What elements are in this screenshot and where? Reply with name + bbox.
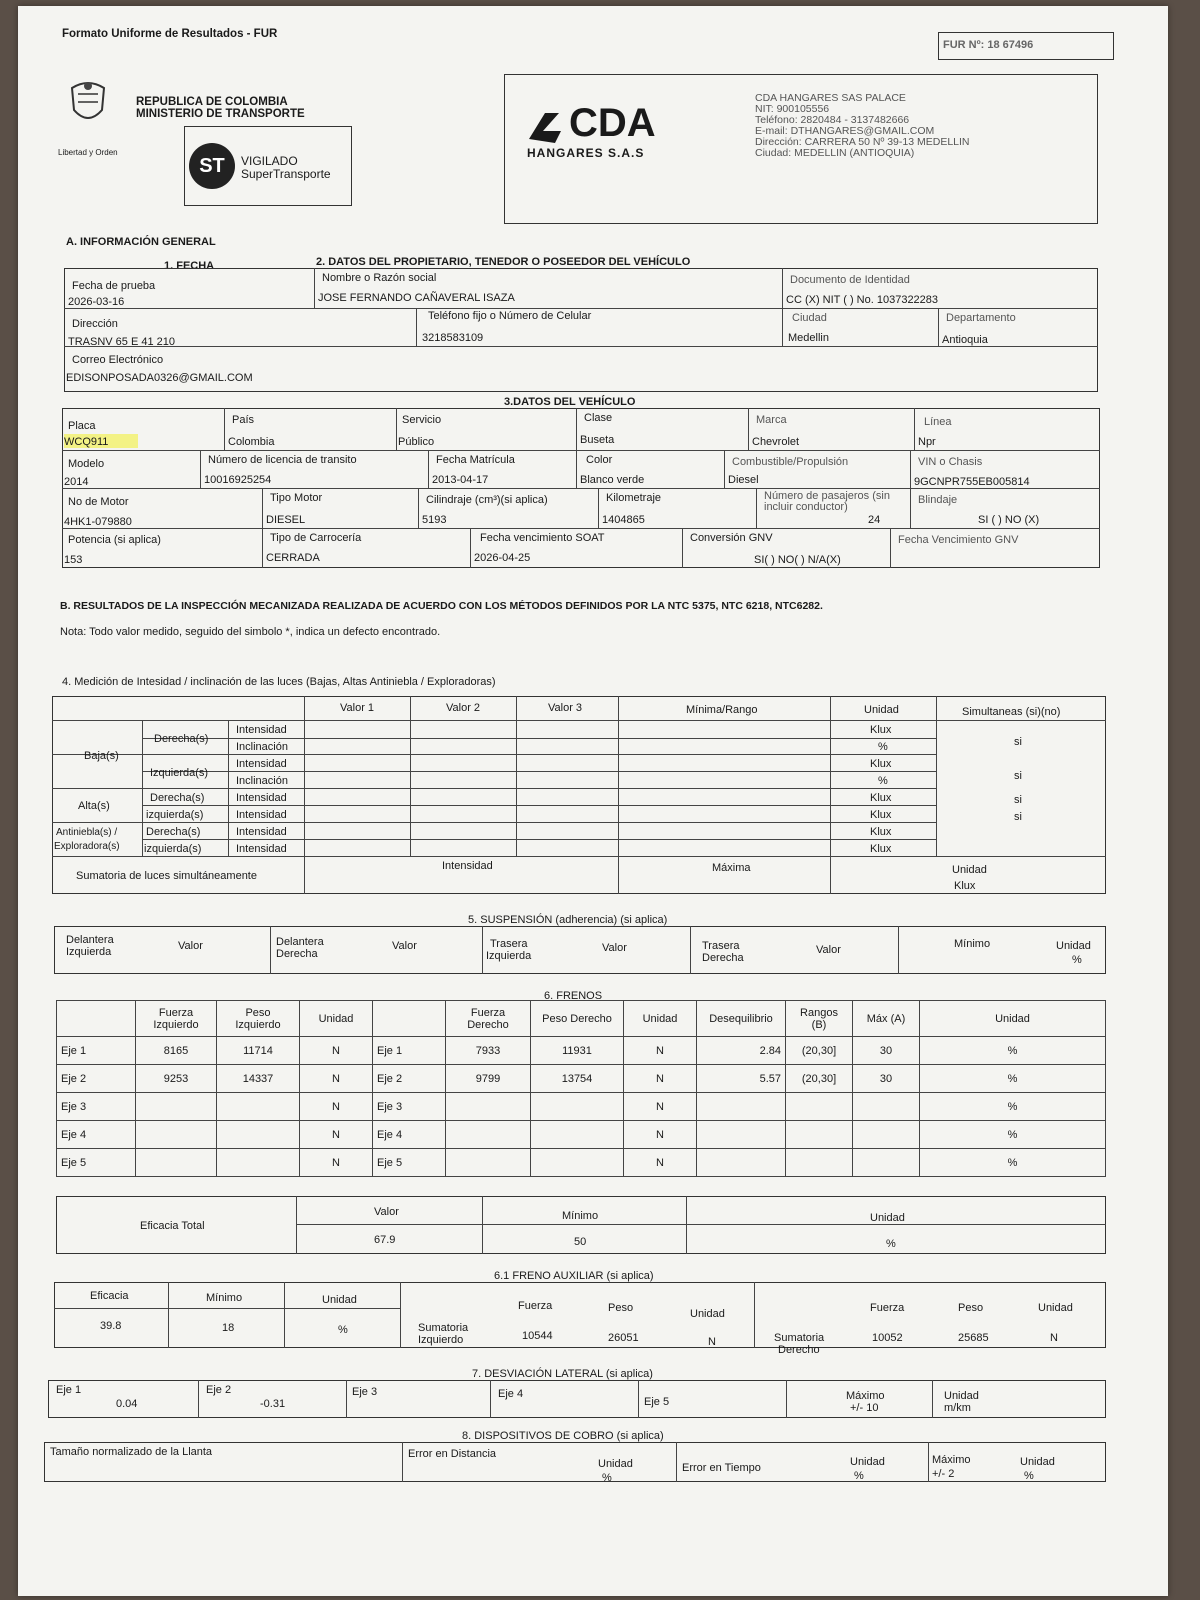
potencia-label: Potencia (si aplica) <box>68 534 161 546</box>
section-b-note: Nota: Todo valor medido, seguido del simbolo *, indica un defecto encontrado. <box>60 626 441 638</box>
servicio-label: Servicio <box>402 414 442 426</box>
frenos-unidad-der: N <box>624 1037 697 1065</box>
susp-tras-der-2: Derecha <box>702 952 744 964</box>
desv-unidad-label: Unidad <box>944 1390 979 1402</box>
frenos-max <box>853 1149 920 1177</box>
lights-h-valor1: Valor 1 <box>340 702 375 714</box>
h-fuerza-izq-1: Fuerza <box>158 1006 194 1019</box>
aux-minimo-label: Mínimo <box>206 1292 243 1304</box>
frenos-unidad-pct: % <box>920 1065 1106 1093</box>
linea: Npr <box>918 436 936 448</box>
lights-r6-type: Intensidad <box>236 809 287 821</box>
desv-eje4-label: Eje 4 <box>498 1388 524 1400</box>
potencia: 153 <box>64 554 83 566</box>
frenos-rango <box>786 1149 853 1177</box>
lights-r7-type: Intensidad <box>236 826 287 838</box>
color-label: Color <box>586 454 613 466</box>
lights-h-valor2: Valor 2 <box>446 702 481 714</box>
pasajeros: 24 <box>868 514 881 526</box>
departamento: Antioquia <box>942 334 988 346</box>
frenos-unidad-pct: % <box>920 1149 1106 1177</box>
frenos-unidad-pct: % <box>920 1093 1106 1121</box>
direccion: TRASNV 65 E 41 210 <box>68 336 176 348</box>
supertransporte-label: SuperTransporte <box>241 167 331 181</box>
desv-eje1-value: 0.04 <box>116 1398 138 1410</box>
modelo-label: Modelo <box>68 458 105 470</box>
frenos-peso-der: 11931 <box>531 1037 624 1065</box>
frenos-unidad-izq: N <box>300 1093 373 1121</box>
cobro-error-tiempo: Error en Tiempo <box>682 1462 761 1474</box>
linea-label: Línea <box>924 416 952 428</box>
fur-number: FUR Nº: 18 67496 <box>943 39 1034 51</box>
lights-r2-unit: % <box>878 741 888 753</box>
susp-tras-der-1: Trasera <box>702 940 740 952</box>
h-peso-izq-2: Izquierdo <box>235 1018 281 1031</box>
cobro-pct-1: % <box>602 1472 612 1484</box>
frenos-peso-der: 13754 <box>531 1065 624 1093</box>
matricula: 2013-04-17 <box>432 474 489 486</box>
supertransporte-logo: ST <box>189 143 235 189</box>
ministry-line1: REPUBLICA DE COLOMBIA <box>136 96 288 108</box>
susp-del-der-2: Derecha <box>276 948 318 960</box>
company-box <box>504 74 1098 224</box>
h-unidad-3: Unidad <box>920 1001 1106 1037</box>
susp-minimo: Mínimo <box>954 938 991 950</box>
document-sheet <box>18 6 1168 1596</box>
frenos-peso-izq: 14337 <box>217 1065 300 1093</box>
lights-antiniebla-1: Antiniebla(s) / <box>56 827 118 838</box>
eficacia-unidad-label: Unidad <box>870 1212 905 1224</box>
company-name: CDA HANGARES SAS PALACE <box>755 92 906 104</box>
frenos-peso-der <box>531 1121 624 1149</box>
telefono: 3218583109 <box>422 332 484 344</box>
carroceria-label: Tipo de Carrocería <box>270 532 362 544</box>
lights-sim-baja-izq: si <box>1014 770 1022 782</box>
h-fuerza-der-1: Fuerza <box>470 1006 506 1019</box>
susp-valor-4: Valor <box>816 944 841 956</box>
motor: 4HK1-079880 <box>64 516 132 528</box>
lights-ant-derecha: Derecha(s) <box>146 826 201 838</box>
susp-valor-1: Valor <box>178 940 203 952</box>
frenos-eje: Eje 5 <box>57 1149 136 1177</box>
documento-label: Documento de Identidad <box>790 274 910 286</box>
frenos-fuerza-der <box>446 1121 531 1149</box>
company-city: Ciudad: MEDELLIN (ANTIOQUIA) <box>755 147 915 159</box>
lights-r3-type: Intensidad <box>236 758 287 770</box>
nombre: JOSE FERNANDO CAÑAVERAL ISAZA <box>318 292 515 304</box>
aux-eficacia-label: Eficacia <box>90 1290 129 1302</box>
lights-antiniebla-2: Exploradora(s) <box>54 841 120 852</box>
lights-r1-type: Intensidad <box>236 724 287 736</box>
lights-baja: Baja(s) <box>84 750 119 762</box>
susp-del-izq-2: Izquierda <box>66 946 112 958</box>
frenos-eje-der: Eje 3 <box>373 1093 446 1121</box>
lights-r5-unit: Klux <box>870 792 892 804</box>
vin: 9GCNPR755EB005814 <box>914 476 1030 488</box>
suspension-table <box>54 926 1106 974</box>
coat-of-arms-icon <box>64 80 112 130</box>
aux-unidad: % <box>338 1324 348 1336</box>
form-title: Formato Uniforme de Resultados - FUR <box>62 28 278 40</box>
nombre-label: Nombre o Razón social <box>322 272 437 284</box>
lights-sumatoria: Sumatoria de luces simultáneamente <box>76 870 257 882</box>
aux-minimo: 18 <box>222 1322 235 1334</box>
frenos-fuerza-der <box>446 1149 531 1177</box>
frenos-fuerza-izq <box>136 1149 217 1177</box>
h-rangos-1: Rangos <box>800 1006 838 1019</box>
aux-unidad-label-der: Unidad <box>1038 1302 1073 1314</box>
section-a-title: A. INFORMACIÓN GENERAL <box>66 236 216 248</box>
gnv-label: Conversión GNV <box>690 532 773 544</box>
cda-sub: HANGARES S.A.S <box>527 146 645 160</box>
lights-alta: Alta(s) <box>78 800 110 812</box>
aux-eficacia: 39.8 <box>100 1320 122 1332</box>
frenos-max: 30 <box>853 1037 920 1065</box>
fecha-title: 1. FECHA <box>164 260 215 272</box>
suspension-title: 5. SUSPENSIÓN (adherencia) (si aplica) <box>468 914 668 926</box>
susp-pct: % <box>1072 954 1082 966</box>
lights-title: 4. Medición de Intesidad / inclinación de las luces (Bajas, Altas Antiniebla / Exploradoras) <box>62 676 496 688</box>
desv-eje2-label: Eje 2 <box>206 1384 232 1396</box>
lights-r1-unit: Klux <box>870 724 892 736</box>
cobro-unidad-3: Unidad <box>1020 1456 1055 1468</box>
frenos-rango <box>786 1093 853 1121</box>
frenos-peso-der <box>531 1149 624 1177</box>
vigilado-box <box>184 126 352 206</box>
frenos-unidad-der: N <box>624 1065 697 1093</box>
combustible: Diesel <box>728 474 759 486</box>
pasajeros-label-2: incluir conductor) <box>764 501 848 513</box>
frenos-row <box>57 1037 1106 1065</box>
gnv: SI( ) NO( ) N/A(X) <box>754 554 841 566</box>
departamento-label: Departamento <box>946 312 1016 324</box>
cobro-pct-2: % <box>854 1470 864 1482</box>
aux-peso-izq: 26051 <box>608 1332 639 1344</box>
frenos-fuerza-der <box>446 1093 531 1121</box>
h-unidad-1: Unidad <box>300 1001 373 1037</box>
frenos-fuerza-der: 9799 <box>446 1065 531 1093</box>
frenos-rango <box>786 1121 853 1149</box>
aux-fuerza-label: Fuerza <box>518 1300 553 1312</box>
company-phone: Teléfono: 2820484 - 3137482666 <box>755 114 910 126</box>
frenos-max <box>853 1093 920 1121</box>
desv-eje3-label: Eje 3 <box>352 1386 378 1398</box>
direccion-label: Dirección <box>72 318 118 330</box>
gnv-venc-label: Fecha Vencimiento GNV <box>898 534 1019 546</box>
h-peso-der: Peso Derecho <box>531 1001 624 1037</box>
frenos-fuerza-der: 7933 <box>446 1037 531 1065</box>
section-b-title: B. RESULTADOS DE LA INSPECCIÓN MECANIZADA REALIZADA DE ACUERDO CON LOS MÉTODOS DEFINIDOS POR LA NTC 5375, NTC 6218, NTC6282. <box>60 600 823 612</box>
eficacia-minimo-label: Mínimo <box>562 1210 599 1222</box>
cilindraje: 5193 <box>422 514 447 526</box>
motor-label: No de Motor <box>68 496 129 508</box>
desv-maximo-label: Máximo <box>846 1390 885 1402</box>
aux-sum-izq-1: Sumatoria <box>418 1322 469 1334</box>
frenos-desequilibrio: 2.84 <box>697 1037 786 1065</box>
frenos-max <box>853 1121 920 1149</box>
lights-r4-type: Inclinación <box>236 775 288 787</box>
ciudad: Medellin <box>788 332 829 344</box>
frenos-unidad-pct: % <box>920 1037 1106 1065</box>
frenos-unidad-izq: N <box>300 1121 373 1149</box>
fecha-prueba: 2026-03-16 <box>68 296 125 308</box>
soat-label: Fecha vencimiento SOAT <box>480 532 605 544</box>
susp-tras-izq-1: Trasera <box>490 938 528 950</box>
eficacia-total-label: Eficacia Total <box>140 1220 205 1232</box>
combustible-label: Combustible/Propulsión <box>732 456 849 468</box>
h-fuerza-der-2: Derecho <box>467 1018 509 1031</box>
frenos-row <box>57 1093 1106 1121</box>
vehicle-title: 3.DATOS DEL VEHÍCULO <box>504 396 636 408</box>
desv-unidad-value: m/km <box>944 1402 971 1414</box>
aux-n-izq: N <box>708 1336 716 1348</box>
tipo-motor: DIESEL <box>266 514 306 526</box>
tipo-motor-label: Tipo Motor <box>270 492 323 504</box>
susp-valor-2: Valor <box>392 940 417 952</box>
modelo: 2014 <box>64 476 89 488</box>
cda-logo-icon <box>525 109 565 147</box>
lights-baja-izquierda: Izquierda(s) <box>150 767 209 779</box>
telefono-label: Teléfono fijo o Número de Celular <box>428 310 592 322</box>
frenos-max: 30 <box>853 1065 920 1093</box>
marca: Chevrolet <box>752 436 800 448</box>
marca-label: Marca <box>756 414 787 426</box>
desv-eje1-label: Eje 1 <box>56 1384 82 1396</box>
susp-valor-3: Valor <box>602 942 627 954</box>
h-rangos-2: (B) <box>811 1018 827 1031</box>
eficacia-unidad: % <box>886 1238 896 1250</box>
placa: WCQ911 <box>64 436 109 448</box>
lights-alta-derecha: Derecha(s) <box>150 792 205 804</box>
lights-h-minima: Mínima/Rango <box>686 704 758 716</box>
h-desequilibrio: Desequilibrio <box>697 1001 786 1037</box>
lights-r6-unit: Klux <box>870 809 892 821</box>
clase: Buseta <box>580 434 615 446</box>
frenos-fuerza-izq: 9253 <box>136 1065 217 1093</box>
lights-sim-baja-der: si <box>1014 736 1022 748</box>
aux-peso-label: Peso <box>608 1302 634 1314</box>
lights-r4-unit: % <box>878 775 888 787</box>
h-fuerza-izq-2: Izquierdo <box>153 1018 199 1031</box>
frenos-desequilibrio: 5.57 <box>697 1065 786 1093</box>
frenos-eje-der: Eje 4 <box>373 1121 446 1149</box>
lights-r8-type: Intensidad <box>236 843 287 855</box>
frenos-eje: Eje 4 <box>57 1121 136 1149</box>
h-peso-izq-1: Peso <box>245 1006 271 1019</box>
lights-alta-izquierda: izquierda(s) <box>146 809 204 821</box>
cobro-unidad-1: Unidad <box>598 1458 633 1470</box>
lights-sum-klux: Klux <box>954 880 976 892</box>
licencia-label: Número de licencia de transito <box>208 454 357 466</box>
cobro-pct-3: % <box>1024 1470 1034 1482</box>
pais-label: País <box>232 414 255 426</box>
aux-sum-der-1: Sumatoria <box>774 1332 825 1344</box>
pasajeros-label-1: Número de pasajeros (sin <box>764 490 890 502</box>
desv-eje5-label: Eje 5 <box>644 1396 670 1408</box>
frenos-peso-izq <box>217 1093 300 1121</box>
susp-tras-izq-2: Izquierda <box>486 950 532 962</box>
cobro-title: 8. DISPOSITIVOS DE COBRO (si aplica) <box>462 1430 664 1442</box>
km: 1404865 <box>602 514 645 526</box>
lights-h-valor3: Valor 3 <box>548 702 583 714</box>
frenos-table <box>56 1000 1106 1177</box>
aux-peso-der: 25685 <box>958 1332 989 1344</box>
correo: EDISONPOSADA0326@GMAIL.COM <box>66 372 253 384</box>
cobro-unidad-2: Unidad <box>850 1456 885 1468</box>
frenos-eje: Eje 3 <box>57 1093 136 1121</box>
aux-unidad-label-2: Unidad <box>690 1308 725 1320</box>
ministry-line2: MINISTERIO DE TRANSPORTE <box>136 108 305 120</box>
cobro-llanta-label: Tamaño normalizado de la Llanta <box>50 1446 213 1458</box>
frenos-peso-izq <box>217 1149 300 1177</box>
aux-n-der: N <box>1050 1332 1058 1344</box>
auxiliar-title: 6.1 FRENO AUXILIAR (si aplica) <box>494 1270 654 1282</box>
frenos-unidad-izq: N <box>300 1037 373 1065</box>
aux-fuerza-der: 10052 <box>872 1332 903 1344</box>
lights-table <box>52 696 1106 894</box>
lights-sim-alta-izq: si <box>1014 811 1022 823</box>
frenos-unidad-der: N <box>624 1121 697 1149</box>
frenos-peso-izq <box>217 1121 300 1149</box>
eficacia-minimo: 50 <box>574 1236 587 1248</box>
frenos-row <box>57 1121 1106 1149</box>
cobro-maximo-value: +/- 2 <box>932 1468 955 1480</box>
lights-ant-izquierda: izquierda(s) <box>144 843 202 855</box>
eficacia-valor: 67.9 <box>374 1234 396 1246</box>
frenos-peso-der <box>531 1093 624 1121</box>
frenos-eje-der: Eje 5 <box>373 1149 446 1177</box>
lights-h-unidad: Unidad <box>864 704 899 716</box>
lights-r5-type: Intensidad <box>236 792 287 804</box>
frenos-unidad-pct: % <box>920 1121 1106 1149</box>
company-email: E-mail: DTHANGARES@GMAIL.COM <box>755 125 935 137</box>
h-max: Máx (A) <box>853 1001 920 1037</box>
frenos-unidad-izq: N <box>300 1149 373 1177</box>
susp-unidad: Unidad <box>1056 940 1091 952</box>
lights-r3-unit: Klux <box>870 758 892 770</box>
owner-title: 2. DATOS DEL PROPIETARIO, TENEDOR O POSEEDOR DEL VEHÍCULO <box>316 256 691 268</box>
km-label: Kilometraje <box>606 492 662 504</box>
aux-fuerza-label-der: Fuerza <box>870 1302 905 1314</box>
h-unidad-2: Unidad <box>624 1001 697 1037</box>
lights-sum-maxima: Máxima <box>712 862 751 874</box>
servicio: Público <box>398 436 435 448</box>
cda-logo: CDA <box>569 101 656 145</box>
fecha-prueba-label: Fecha de prueba <box>72 280 156 292</box>
cilindraje-label: Cilindraje (cm³)(si aplica) <box>426 494 548 506</box>
frenos-eje-der: Eje 1 <box>373 1037 446 1065</box>
frenos-fuerza-izq <box>136 1093 217 1121</box>
blindaje: SI ( ) NO (X) <box>978 514 1040 526</box>
frenos-desequilibrio <box>697 1149 786 1177</box>
susp-del-izq-1: Delantera <box>66 934 114 946</box>
lights-r2-type: Inclinación <box>236 741 288 753</box>
lights-h-simultaneas: Simultaneas (si)(no) <box>962 706 1061 718</box>
vin-label: VIN o Chasis <box>918 456 983 468</box>
placa-label: Placa <box>68 420 96 432</box>
aux-fuerza-izq: 10544 <box>522 1330 553 1342</box>
eficacia-valor-label: Valor <box>374 1206 399 1218</box>
frenos-eje: Eje 1 <box>57 1037 136 1065</box>
fur-number-box <box>938 32 1114 60</box>
frenos-title: 6. FRENOS <box>544 990 603 1002</box>
lights-r7-unit: Klux <box>870 826 892 838</box>
documento: CC (X) NIT ( ) No. 1037322283 <box>786 294 939 306</box>
lights-r8-unit: Klux <box>870 843 892 855</box>
frenos-rango: (20,30] <box>786 1037 853 1065</box>
lights-sum-unidad: Unidad <box>952 864 987 876</box>
company-nit: NIT: 900105556 <box>755 103 830 115</box>
vigilado-label: VIGILADO <box>241 154 298 168</box>
frenos-unidad-der: N <box>624 1093 697 1121</box>
frenos-eje-der: Eje 2 <box>373 1065 446 1093</box>
cobro-maximo-label: Máximo <box>932 1454 971 1466</box>
frenos-unidad-izq: N <box>300 1065 373 1093</box>
motto: Libertad y Orden <box>58 148 118 157</box>
carroceria: CERRADA <box>266 552 320 564</box>
pais: Colombia <box>228 436 275 448</box>
desviacion-title: 7. DESVIACIÓN LATERAL (si aplica) <box>472 1368 653 1380</box>
licencia: 10016925254 <box>204 474 272 486</box>
frenos-fuerza-izq: 8165 <box>136 1037 217 1065</box>
desv-maximo-value: +/- 10 <box>850 1402 879 1414</box>
blindaje-label: Blindaje <box>918 494 958 506</box>
frenos-desequilibrio <box>697 1093 786 1121</box>
color: Blanco verde <box>580 474 645 486</box>
aux-sum-izq-2: Izquierdo <box>418 1334 464 1346</box>
correo-label: Correo Electrónico <box>72 354 164 366</box>
frenos-peso-izq: 11714 <box>217 1037 300 1065</box>
aux-sum-der-2: Derecho <box>778 1344 820 1356</box>
frenos-rango: (20,30] <box>786 1065 853 1093</box>
company-address: Dirección: CARRERA 50 Nº 39-13 MEDELLIN <box>755 136 970 148</box>
frenos-eje: Eje 2 <box>57 1065 136 1093</box>
frenos-unidad-der: N <box>624 1149 697 1177</box>
clase-label: Clase <box>584 412 613 424</box>
desv-eje2-value: -0.31 <box>260 1398 286 1410</box>
lights-sum-intensidad: Intensidad <box>442 860 493 872</box>
soat: 2026-04-25 <box>474 552 531 564</box>
lights-baja-derecha: Derecha(s) <box>154 733 209 745</box>
frenos-row <box>57 1065 1106 1093</box>
frenos-desequilibrio <box>697 1121 786 1149</box>
aux-unidad-label: Unidad <box>322 1294 357 1306</box>
matricula-label: Fecha Matrícula <box>436 454 515 466</box>
cobro-error-distancia: Error en Distancia <box>408 1448 497 1460</box>
susp-del-der-1: Delantera <box>276 936 324 948</box>
frenos-fuerza-izq <box>136 1121 217 1149</box>
ciudad-label: Ciudad <box>792 312 827 324</box>
lights-sim-alta-der: si <box>1014 794 1022 806</box>
frenos-row <box>57 1149 1106 1177</box>
aux-peso-label-der: Peso <box>958 1302 984 1314</box>
